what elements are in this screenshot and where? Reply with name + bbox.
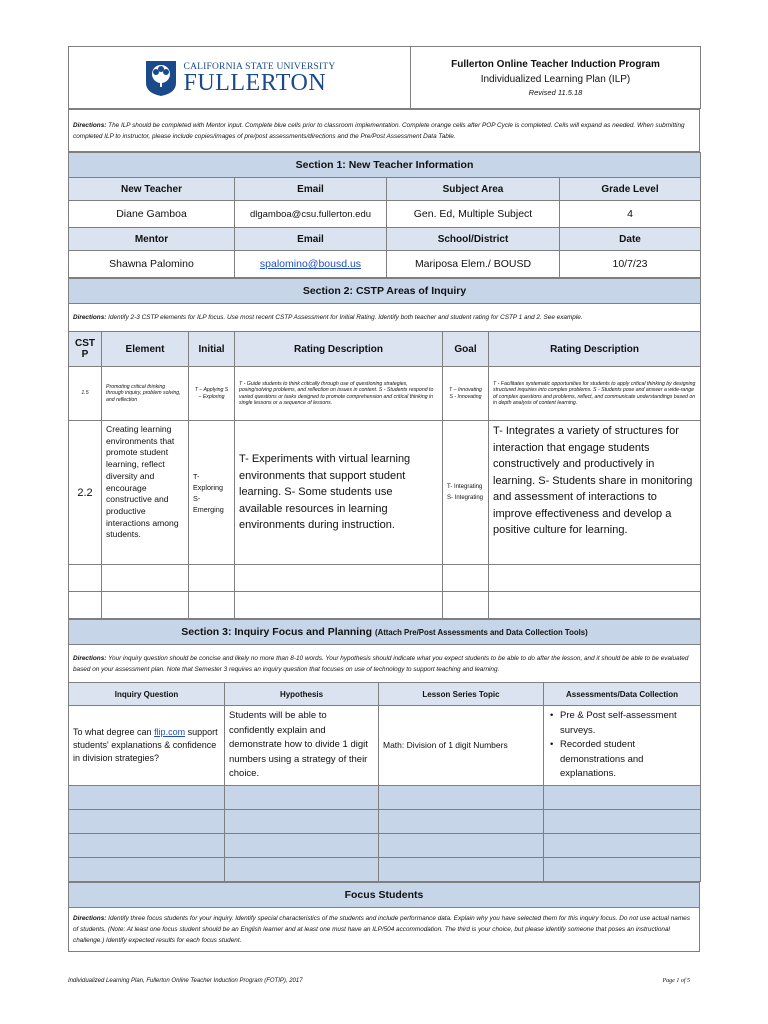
directions-top — [69, 110, 700, 152]
row-desc-2: T- Integrates a variety of structures for interaction that engage students constructively and productively in learning. S- Students share in monitoring and assessment of interactions to improve effectiveness and develop a positive culture for learning. — [489, 421, 701, 565]
col-cstp: CSTP — [69, 332, 102, 367]
col-assessments: Assessments/Data Collection — [544, 683, 701, 706]
row-desc-1: T- Experiments with virtual learning environments that support student learning. S- Some students use available resources in learning environments during instruction. — [235, 421, 443, 565]
col-hypothesis: Hypothesis — [225, 683, 379, 706]
row-initial: T- Exploring S- Emerging — [189, 421, 235, 565]
university-logo — [73, 59, 406, 97]
assessments-list — [548, 709, 696, 782]
section2-directions-text: Identify 2-3 CSTP elements for ILP focus. Use most recent CSTP Assessment for Initial Rating. Identify both teacher and student rating for CSTP 1 and 2. See example. — [108, 314, 583, 321]
col-new-teacher: New Teacher — [69, 178, 235, 201]
plan-title: Individualized Learning Plan (ILP) — [480, 74, 631, 85]
flip-link[interactable]: flip.com — [154, 727, 186, 737]
footer-left: Individualized Learning Plan, Fullerton Online Teacher Induction Program (FOTIP), 2017 — [68, 978, 303, 984]
list-item: • Recorded student demonstrations and explanations. — [558, 738, 696, 782]
focus-directions-text: Identify three focus students for your inquiry. Identify special characteristics of the students and include performance data. Explain why you have selected them for this inquiry focus. Do not use actual names of students. (Note: At least one focus student should be an English learner and at least one must have an ILP/504 accommodation. The third is your choice, but please identify someone that poses an instructional challenge.) Identify expected results for each focus student. — [73, 915, 690, 944]
section2-directions — [69, 304, 701, 332]
example-element: Promoting critical thinking through inquiry, problem solving, and reflection — [102, 367, 189, 421]
focus-table — [68, 882, 700, 952]
col-date: Date — [560, 228, 701, 251]
lesson-topic: Math: Division of 1 digit Numbers — [379, 706, 544, 786]
blue-row — [69, 858, 701, 882]
col-rating-description-1: Rating Description — [235, 332, 443, 367]
inquiry-row — [69, 706, 701, 786]
directions-label: Directions: — [73, 121, 107, 129]
section3-directions — [69, 645, 701, 683]
mentor-value: Shawna Palomino — [69, 251, 235, 278]
section2-table — [68, 278, 701, 619]
title-cell — [411, 47, 701, 109]
mentor-email-text[interactable]: spalomino@bousd.us — [259, 258, 362, 270]
inquiry-question-pre: To what degree can — [73, 727, 155, 737]
col-rating-description-2: Rating Description — [489, 332, 701, 367]
col-grade-level: Grade Level — [560, 178, 701, 201]
col-inquiry-question: Inquiry Question — [69, 683, 225, 706]
mentor-email-link[interactable] — [235, 251, 387, 278]
section3-table — [68, 619, 701, 882]
hypothesis: Students will be able to confidently explain and demonstrate how to divide 1 digit numbers using a strategy of their choice. — [225, 706, 379, 786]
footer-right: Page 1 of 5 — [662, 978, 690, 984]
section3-directions-text: Your inquiry question should be concise and likely no more than 8-10 words. Your hypothesis should indicate what you expect students to be able to do after the lesson, and it should be able to be evaluated based on your assessment plan. Note that Semester 3 requires an inquiry question that focuses on use of technology to support teaching and learning. — [73, 654, 689, 673]
logo-main-text: FULLERTON — [183, 69, 327, 96]
tree-icon — [144, 59, 178, 97]
teacher-email-value: dlgamboa@csu.fullerton.edu — [235, 201, 387, 228]
section3-title-text: Section 3: Inquiry Focus and Planning — [181, 626, 373, 638]
col-element: Element — [102, 332, 189, 367]
section3-directions-label: Directions: — [73, 654, 107, 662]
example-initial: T – Applying S – Exploring — [189, 367, 235, 421]
section2-directions-label: Directions: — [73, 314, 107, 321]
blue-row — [69, 786, 701, 810]
directions-top-table — [68, 109, 700, 152]
row-element: Creating learning environments that promote student learning, reflect diversity and encourage constructive and productive interactions among students. — [102, 421, 189, 565]
example-desc-1: T - Guide students to think critically through use of questioning strategies, posing/solving problems, and reflection on issues in content. S - Students respond to varied questions or tasks designed to promote comprehension and critical thinking in single lessons or a sequence of lessons. — [235, 367, 443, 421]
header-table — [68, 46, 701, 109]
logo-top-text: CALIFORNIA STATE UNIVERSITY — [183, 61, 336, 72]
row-goal: T- Integrating S- Integrating — [443, 421, 489, 565]
section3-title-note: (Attach Pre/Post Assessments and Data Collection Tools) — [374, 628, 588, 637]
logo-cell — [69, 47, 411, 109]
example-row — [69, 367, 701, 421]
blue-row — [69, 810, 701, 834]
program-title: Fullerton Online Teacher Induction Program — [451, 59, 660, 70]
col-mentor: Mentor — [69, 228, 235, 251]
list-item: • Pre & Post self-assessment surveys. — [558, 709, 696, 738]
row-cstp: 2.2 — [69, 421, 102, 565]
col-goal: Goal — [443, 332, 489, 367]
cstp-row — [69, 421, 701, 565]
assessments — [544, 706, 701, 786]
example-desc-2: T - Facilitates systematic opportunities for students to apply critical thinking by designing structured inquiries into complex problems. S - Students pose and answer a wide-range of complex questions and problems, reflect, and communicate understandings based on in depth analysis of content learning. — [489, 367, 701, 421]
focus-directions — [69, 908, 700, 952]
section2-title: Section 2: CSTP Areas of Inquiry — [69, 279, 701, 304]
focus-directions-label: Directions: — [73, 915, 107, 922]
section1-table — [68, 152, 701, 278]
col-mentor-email: Email — [235, 228, 387, 251]
empty-row — [69, 592, 701, 619]
section1-title: Section 1: New Teacher Information — [69, 153, 701, 178]
example-goal: T – Innovating S - Innovating — [443, 367, 489, 421]
empty-row — [69, 565, 701, 592]
blue-row — [69, 834, 701, 858]
inquiry-question — [69, 706, 225, 786]
col-school-district: School/District — [387, 228, 560, 251]
ilp-page — [68, 46, 700, 952]
directions-text: The ILP should be completed with Mentor input. Complete blue cells prior to classroom implementation. Complete orange cells after POP Cycle is completed. Cells will expand as needed. When submitting completed ILP to instructor, please include copies/images of pre/post assessments/directions and the Pre/Post Assessment Data Table. — [73, 121, 685, 140]
revised-date: Revised 11.5.18 — [528, 88, 583, 97]
new-teacher-value: Diane Gamboa — [69, 201, 235, 228]
grade-level-value: 4 — [560, 201, 701, 228]
col-lesson-topic: Lesson Series Topic — [379, 683, 544, 706]
col-email: Email — [235, 178, 387, 201]
section3-title — [69, 620, 701, 645]
school-district-value: Mariposa Elem./ BOUSD — [387, 251, 560, 278]
inquiry-question-post: support students' explanations & confidence in division strategies? — [73, 727, 218, 763]
date-value: 10/7/23 — [560, 251, 701, 278]
subject-area-value: Gen. Ed, Multiple Subject — [387, 201, 560, 228]
example-cstp: 1.5 — [69, 367, 102, 421]
focus-title: Focus Students — [69, 883, 700, 908]
col-subject-area: Subject Area — [387, 178, 560, 201]
col-initial: Initial — [189, 332, 235, 367]
